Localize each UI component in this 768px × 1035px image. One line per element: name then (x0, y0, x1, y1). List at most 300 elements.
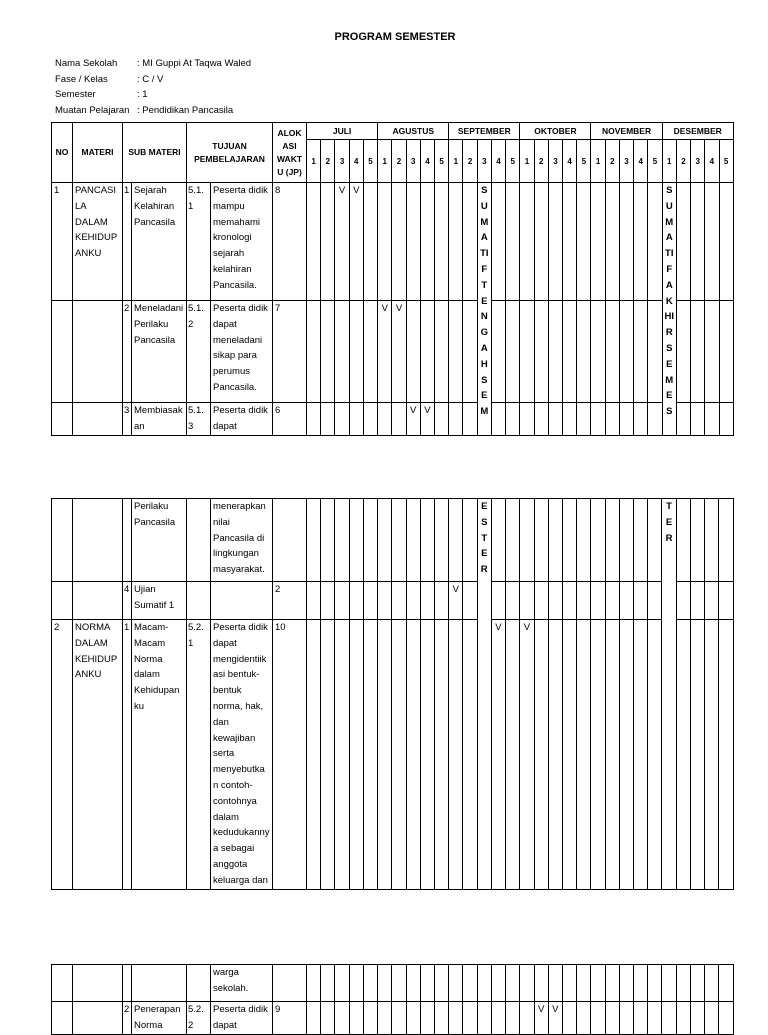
week-cell (406, 499, 420, 582)
row-no (52, 403, 73, 436)
row-no: 2 (52, 620, 73, 890)
week-cell (420, 582, 434, 620)
week-cell (676, 620, 690, 890)
vertical-letter: S (666, 342, 673, 354)
week-cell (676, 965, 690, 1002)
row-alokasi: 9 (273, 1002, 307, 1035)
header-alokasi: ALOK ASI WAKT U (JP) (273, 123, 307, 183)
week-header: 3 (335, 140, 349, 183)
week-cell (719, 620, 733, 890)
week-cell (420, 301, 434, 403)
week-cell (634, 582, 648, 620)
week-cell (506, 301, 520, 403)
row-sub-no (123, 965, 132, 1002)
week-cell (676, 499, 690, 582)
week-cell (392, 499, 406, 582)
week-cell (691, 403, 705, 436)
header-tujuan: TUJUAN PEMBELAJARAN (187, 123, 273, 183)
week-cell (676, 403, 690, 436)
week-cell (449, 499, 463, 582)
week-mark: V (378, 301, 392, 403)
page-title: PROGRAM SEMESTER (334, 31, 456, 43)
row-alokasi (273, 499, 307, 582)
week-cell (634, 183, 648, 301)
week-cell (577, 1002, 591, 1035)
row-sub-materi (132, 965, 187, 1002)
row-sub-no (123, 499, 132, 582)
week-cell (534, 301, 548, 403)
week-cell (719, 403, 733, 436)
week-mark: V (449, 582, 463, 620)
week-cell (491, 499, 505, 582)
week-cell (634, 965, 648, 1002)
week-cell (321, 183, 335, 301)
week-header: 3 (691, 140, 705, 183)
vertical-letter: H (480, 358, 488, 370)
week-cell (449, 403, 463, 436)
vertical-letter: E (481, 501, 488, 512)
week-cell (378, 499, 392, 582)
week-cell (392, 620, 406, 890)
week-header: 2 (392, 140, 406, 183)
week-cell (605, 301, 619, 403)
week-cell (321, 403, 335, 436)
week-cell (705, 582, 719, 620)
row-no (52, 499, 73, 582)
week-cell (349, 301, 363, 403)
vertical-letter: E (666, 358, 673, 370)
week-cell (690, 620, 704, 890)
week-cell (378, 403, 392, 436)
week-cell (534, 183, 548, 301)
vertical-letter: T (666, 501, 672, 512)
row-materi (73, 403, 123, 436)
week-cell (378, 620, 392, 890)
row-tujuan: warga sekolah. (211, 965, 273, 1002)
week-cell (520, 965, 534, 1002)
row-materi: PANCASILA DALAM KEHIDUPANKU (73, 183, 123, 301)
week-cell (619, 620, 633, 890)
vertical-letter: A (480, 232, 488, 244)
week-cell (619, 499, 633, 582)
week-cell (690, 965, 704, 1002)
week-cell (349, 620, 363, 890)
week-header: 4 (705, 140, 719, 183)
vertical-letter: S (481, 374, 488, 386)
week-cell (491, 582, 505, 620)
week-cell (321, 1002, 335, 1035)
week-mark: V (349, 183, 363, 301)
week-cell (619, 1002, 633, 1035)
week-cell (591, 499, 605, 582)
week-cell (420, 1002, 434, 1035)
week-cell (619, 403, 633, 436)
week-cell (691, 301, 705, 403)
week-cell (506, 183, 520, 301)
vertical-letter: S (666, 406, 673, 418)
week-cell (506, 582, 520, 620)
row-sub-materi: Penerapan Norma (132, 1002, 187, 1035)
week-cell (392, 183, 406, 301)
week-cell (321, 620, 335, 890)
week-cell (378, 1002, 392, 1035)
week-cell (307, 582, 321, 620)
week-cell (406, 965, 420, 1002)
week-cell (548, 965, 562, 1002)
week-cell (605, 582, 619, 620)
row-materi (73, 1002, 123, 1035)
vertical-letter: E (665, 516, 673, 528)
week-cell (449, 183, 463, 301)
week-cell (520, 499, 534, 582)
week-cell (605, 183, 619, 301)
week-mark: V (420, 403, 434, 436)
week-cell (449, 1002, 463, 1035)
week-cell (463, 301, 477, 403)
week-cell (463, 183, 477, 301)
week-cell (520, 1002, 534, 1035)
week-cell (548, 301, 562, 403)
week-mark: V (548, 1002, 562, 1035)
week-header: 5 (577, 140, 591, 183)
week-cell (619, 301, 633, 403)
week-cell (577, 582, 591, 620)
week-cell (434, 499, 448, 582)
week-cell (463, 403, 477, 436)
week-cell (520, 301, 534, 403)
week-cell (577, 301, 591, 403)
week-header: 5 (648, 140, 662, 183)
row-tp-no: 5.1.1 (187, 183, 211, 301)
week-cell (378, 582, 392, 620)
week-cell (307, 965, 321, 1002)
week-cell (662, 1002, 676, 1035)
week-cell (349, 1002, 363, 1035)
week-cell (619, 582, 633, 620)
row-tujuan: Peserta didik dapat (211, 403, 273, 436)
week-cell (477, 1002, 491, 1035)
week-cell (363, 499, 377, 582)
vertical-letter: A (480, 342, 488, 354)
week-cell (548, 403, 562, 436)
week-cell (434, 1002, 448, 1035)
week-cell (591, 403, 605, 436)
row-sub-materi: Perilaku Pancasila (132, 499, 187, 582)
week-cell (307, 183, 321, 301)
week-cell (449, 620, 463, 890)
vertical-letter: TI (665, 248, 674, 260)
row-tp-no (187, 582, 211, 620)
week-cell (335, 301, 349, 403)
row-no (52, 1002, 73, 1035)
row-materi (73, 965, 123, 1002)
week-cell (591, 965, 605, 1002)
week-header: 2 (676, 140, 690, 183)
vertical-letter: R (480, 564, 488, 576)
info-subject: Muatan Pelajaran : Pendidikan Pancasila (55, 105, 234, 116)
week-cell (705, 301, 719, 403)
row-sub-materi: Meneladani Perilaku Pancasila (132, 301, 187, 403)
week-cell (534, 582, 548, 620)
week-cell (463, 499, 477, 582)
vertical-letter: N (480, 311, 488, 323)
row-sub-materi: Ujian Sumatif 1 (132, 582, 187, 620)
month-oktober: OKTOBER (520, 123, 591, 140)
vertical-letter: E (481, 295, 488, 307)
week-cell (307, 301, 321, 403)
week-cell (392, 582, 406, 620)
week-cell (363, 965, 377, 1002)
info-school: Nama Sekolah : MI Guppi At Taqwa Waled (55, 58, 252, 69)
week-cell (563, 403, 577, 436)
week-header: 4 (563, 140, 577, 183)
week-cell (577, 620, 591, 890)
week-cell (648, 1002, 662, 1035)
row-alokasi: 6 (273, 403, 307, 436)
week-cell (676, 301, 690, 403)
week-header: 1 (662, 140, 676, 183)
row-tp-no: 5.1.2 (187, 301, 211, 403)
week-cell (349, 582, 363, 620)
week-cell (363, 582, 377, 620)
week-cell (648, 301, 662, 403)
week-cell (335, 965, 349, 1002)
week-cell (321, 965, 335, 1002)
week-header: 1 (378, 140, 392, 183)
header-sub-materi: SUB MATERI (123, 123, 187, 183)
vertical-letter: F (481, 263, 488, 275)
sumatif-tengah-semester-label (477, 183, 491, 436)
week-cell (321, 499, 335, 582)
week-cell (676, 1002, 690, 1035)
week-cell (648, 403, 662, 436)
week-cell (719, 965, 733, 1002)
week-cell (420, 965, 434, 1002)
week-cell (349, 965, 363, 1002)
week-cell (349, 403, 363, 436)
vertical-letter: T (481, 279, 488, 291)
week-cell (690, 1002, 704, 1035)
week-cell (591, 1002, 605, 1035)
week-cell (307, 403, 321, 436)
week-cell (420, 183, 434, 301)
week-header: 5 (435, 140, 449, 183)
week-mark: V (392, 301, 406, 403)
week-cell (378, 965, 392, 1002)
week-cell (506, 499, 520, 582)
week-cell (335, 620, 349, 890)
week-cell (520, 582, 534, 620)
week-cell (534, 499, 548, 582)
week-header: 1 (449, 140, 463, 183)
week-cell (491, 403, 505, 436)
week-cell (491, 183, 505, 301)
week-cell (705, 965, 719, 1002)
week-cell (335, 499, 349, 582)
week-header: 2 (605, 140, 619, 183)
week-cell (434, 620, 448, 890)
month-september: SEPTEMBER (449, 123, 520, 140)
week-cell (648, 620, 662, 890)
week-cell (562, 582, 576, 620)
vertical-letter: A (665, 279, 673, 291)
week-cell (705, 183, 719, 301)
week-cell (506, 1002, 520, 1035)
week-header: 4 (634, 140, 648, 183)
sumatif-akhir-semester-label (662, 183, 676, 436)
row-alokasi (273, 965, 307, 1002)
week-cell (548, 183, 562, 301)
week-cell (449, 301, 463, 403)
week-cell (307, 620, 321, 890)
week-header: 2 (463, 140, 477, 183)
week-cell (662, 965, 676, 1002)
week-cell (392, 965, 406, 1002)
row-materi (73, 499, 123, 582)
vertical-letter: M (480, 406, 489, 418)
week-mark: V (520, 620, 534, 890)
month-desember: DESEMBER (662, 123, 733, 140)
week-cell (634, 403, 648, 436)
row-sub-no: 3 (123, 403, 132, 436)
week-cell (406, 582, 420, 620)
vertical-letter: E (481, 548, 488, 560)
vertical-letter: U (480, 200, 488, 212)
week-cell (577, 965, 591, 1002)
vertical-letter: U (665, 200, 673, 212)
week-mark: V (534, 1002, 548, 1035)
week-cell (591, 183, 605, 301)
vertical-letter: G (480, 327, 488, 339)
sumatif-tengah-semester-label (477, 499, 491, 890)
row-alokasi: 10 (273, 620, 307, 890)
week-header: 1 (520, 140, 534, 183)
week-header: 1 (307, 140, 321, 183)
sumatif-akhir-semester-label (662, 499, 676, 890)
row-sub-no: 4 (123, 582, 132, 620)
row-sub-materi: Sejarah Kelahiran Pancasila (132, 183, 187, 301)
vertical-letter: R (665, 327, 673, 339)
week-header: 5 (506, 140, 520, 183)
week-cell (577, 403, 591, 436)
week-cell (676, 183, 690, 301)
week-cell (434, 582, 448, 620)
week-cell (491, 965, 505, 1002)
vertical-letter: M (480, 216, 489, 228)
month-agustus: AGUSTUS (378, 123, 449, 140)
row-sub-no: 1 (123, 183, 132, 301)
week-cell (349, 499, 363, 582)
vertical-letter: M (665, 374, 674, 386)
week-cell (406, 1002, 420, 1035)
week-mark: V (406, 403, 420, 436)
week-cell (605, 403, 619, 436)
week-cell (605, 499, 619, 582)
week-cell (363, 301, 377, 403)
vertical-letter: R (665, 532, 673, 544)
row-tujuan: Peserta didik dapat meneladani sikap para perumus Pancasila. (211, 301, 273, 403)
week-cell (605, 965, 619, 1002)
row-sub-materi: Membiasakan (132, 403, 187, 436)
program-table-page1 (51, 122, 734, 436)
week-cell (435, 301, 449, 403)
week-cell (591, 620, 605, 890)
row-sub-no: 2 (123, 1002, 132, 1035)
week-cell (534, 403, 548, 436)
week-cell (406, 183, 420, 301)
week-cell (506, 965, 520, 1002)
week-cell (491, 1002, 505, 1035)
week-cell (619, 965, 633, 1002)
week-cell (605, 1002, 619, 1035)
row-no: 1 (52, 183, 73, 301)
header-materi: MATERI (73, 123, 123, 183)
week-cell (463, 965, 477, 1002)
week-cell (434, 965, 448, 1002)
week-cell (605, 620, 619, 890)
row-materi (73, 301, 123, 403)
info-semester: Semester : 1 (55, 89, 148, 100)
week-cell (577, 499, 591, 582)
week-cell (634, 1002, 648, 1035)
row-tp-no: 5.1.3 (187, 403, 211, 436)
row-tujuan: Peserta didik mampu memahami kronologi sejarah kelahiran Pancasila. (211, 183, 273, 301)
week-cell (307, 1002, 321, 1035)
vertical-letter: E (666, 390, 673, 402)
week-cell (648, 965, 662, 1002)
week-cell (506, 620, 520, 890)
row-tp-no: 5.2.1 (187, 620, 211, 890)
week-cell (719, 1002, 733, 1035)
week-header: 2 (534, 140, 548, 183)
row-no (52, 965, 73, 1002)
week-cell (406, 301, 420, 403)
row-no (52, 301, 73, 403)
week-cell (406, 620, 420, 890)
week-cell (392, 1002, 406, 1035)
week-cell (719, 301, 733, 403)
week-cell (705, 620, 719, 890)
week-mark: V (335, 183, 349, 301)
week-cell (691, 183, 705, 301)
vertical-letter: E (481, 390, 488, 402)
week-header: 4 (420, 140, 434, 183)
week-cell (562, 620, 576, 890)
row-tujuan: Peserta didik dapat mengidentiikasi bentuk-bentuk norma, hak, dan kewajiban serta menyebutkan contoh-contohnya dalam kedudukannya sebagai anggota keluarga dan (211, 620, 273, 890)
week-cell (335, 1002, 349, 1035)
program-table-page2 (51, 498, 734, 890)
week-cell (392, 403, 406, 436)
row-sub-materi: Macam-Macam Norma dalam Kehidupanku (132, 620, 187, 890)
week-cell (719, 183, 733, 301)
week-cell (463, 582, 477, 620)
vertical-letter: M (665, 216, 674, 228)
week-header: 4 (491, 140, 505, 183)
week-cell (591, 301, 605, 403)
week-cell (705, 1002, 719, 1035)
vertical-letter: A (665, 232, 673, 244)
week-cell (520, 403, 534, 436)
week-header: 4 (349, 140, 363, 183)
week-cell (548, 582, 562, 620)
week-cell (705, 403, 719, 436)
week-cell (676, 582, 690, 620)
week-cell (335, 582, 349, 620)
week-cell (420, 620, 434, 890)
row-tp-no: 5.2.2 (187, 1002, 211, 1035)
week-header: 3 (406, 140, 420, 183)
week-cell (378, 183, 392, 301)
